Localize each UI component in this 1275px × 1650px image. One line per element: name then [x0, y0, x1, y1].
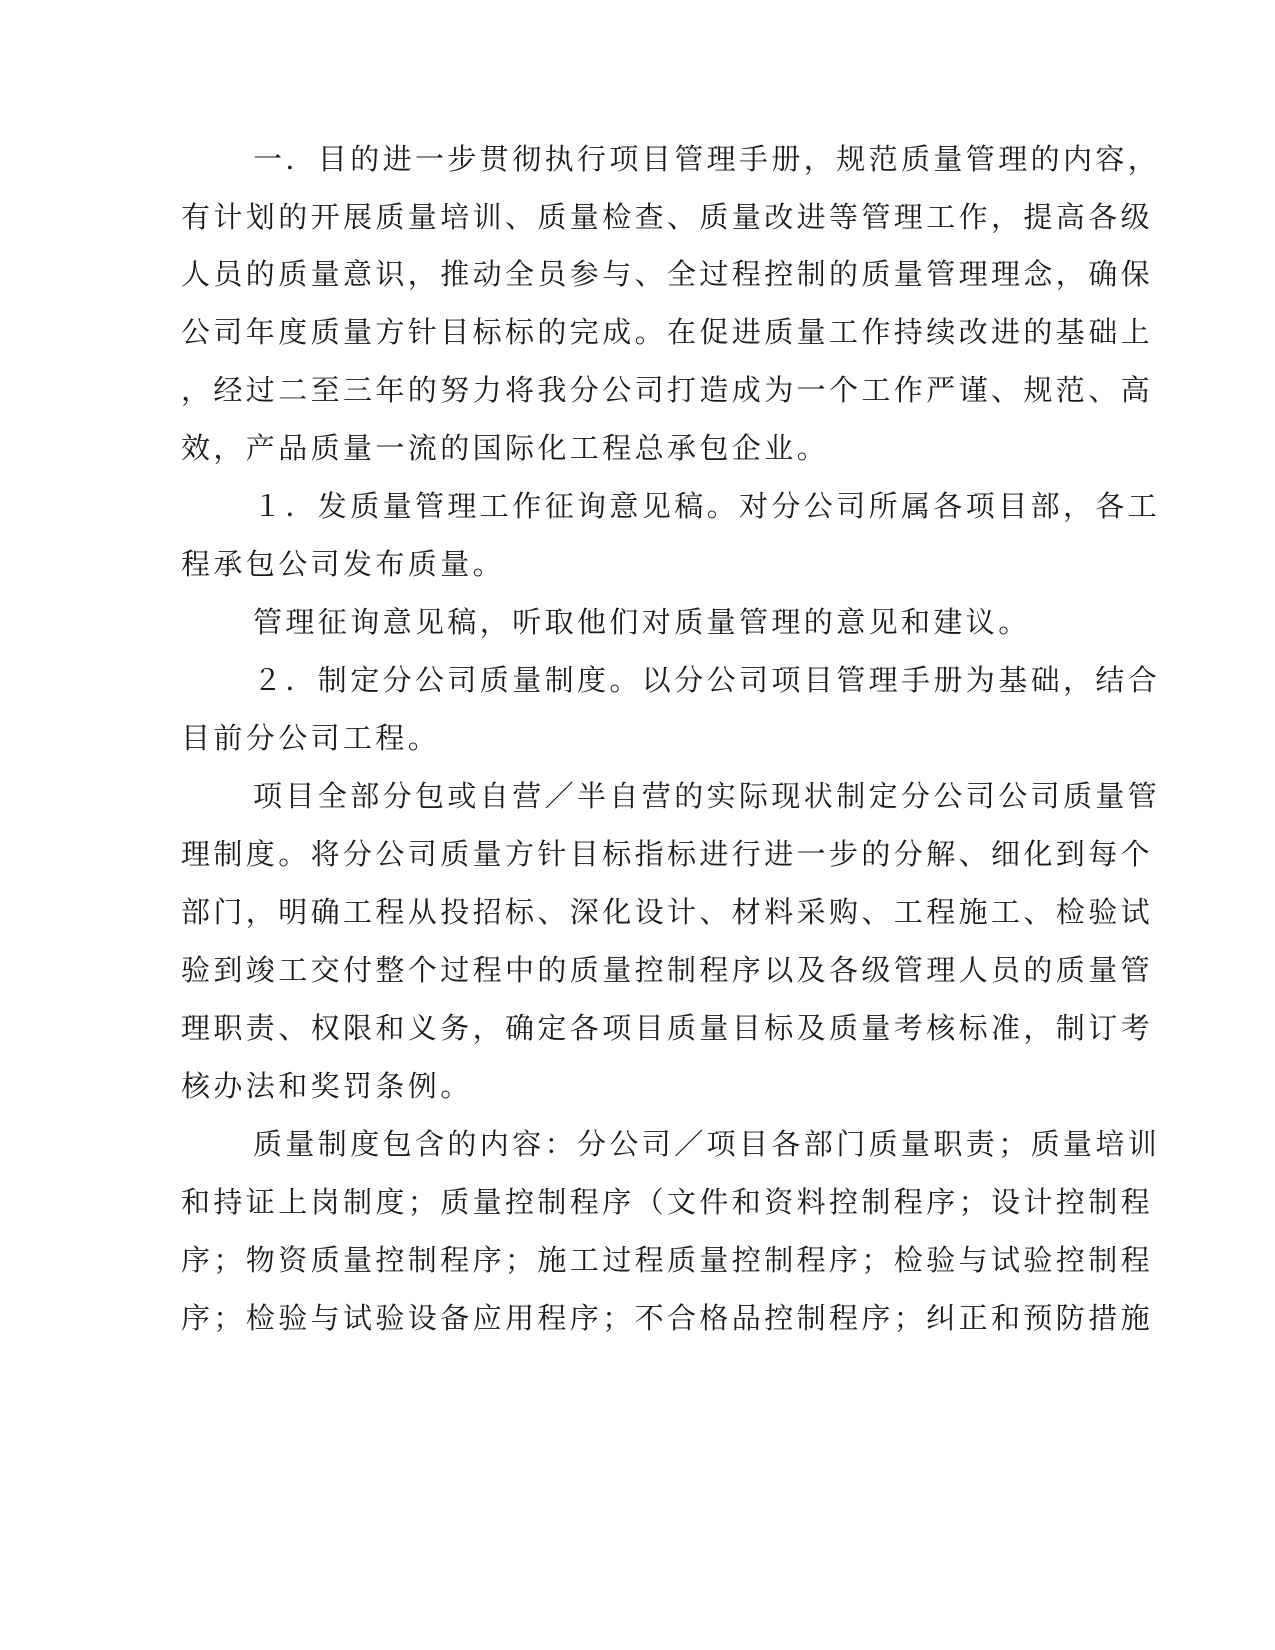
text-line: 序；物资质量控制程序；施工过程质量控制程序；检验与试验控制程 [181, 1243, 1154, 1277]
text-line: 和持证上岗制度；质量控制程序（文件和资料控制程序；设计控制程 [181, 1185, 1154, 1219]
text-line: 效，产品质量一流的国际化工程总承包企业。 [181, 431, 830, 465]
text-line: ２．制定分公司质量制度。以分公司项目管理手册为基础，结合 [253, 663, 1161, 697]
text-line: 理制度。将分公司质量方针目标指标进行进一步的分解、细化到每个 [181, 837, 1154, 871]
text-line: 项目全部分包或自营／半自营的实际现状制定分公司公司质量管 [253, 779, 1161, 813]
text-line: 质量制度包含的内容：分公司／项目各部门质量职责；质量培训 [253, 1127, 1161, 1161]
text-line: 公司年度质量方针目标标的完成。在促进质量工作持续改进的基础上 [181, 315, 1154, 349]
text-line: 部门，明确工程从投招标、深化设计、材料采购、工程施工、检验试 [181, 895, 1154, 929]
text-line: 程承包公司发布质量。 [181, 547, 506, 581]
text-line: ，经过二至三年的努力将我分公司打造成为一个工作严谨、规范、高 [181, 373, 1154, 407]
text-line: 验到竣工交付整个过程中的质量控制程序以及各级管理人员的质量管 [181, 953, 1154, 987]
text-line: 管理征询意见稿，听取他们对质量管理的意见和建议。 [253, 605, 1031, 639]
text-line: １．发质量管理工作征询意见稿。对分公司所属各项目部，各工 [253, 489, 1161, 523]
text-line: 序；检验与试验设备应用程序；不合格品控制程序；纠正和预防措施 [181, 1301, 1154, 1335]
text-line: 理职责、权限和义务，确定各项目质量目标及质量考核标准，制订考 [181, 1011, 1154, 1045]
text-line: 人员的质量意识，推动全员参与、全过程控制的质量管理理念，确保 [181, 257, 1154, 291]
text-line: 目前分公司工程。 [181, 721, 441, 755]
text-line: 有计划的开展质量培训、质量检查、质量改进等管理工作，提高各级 [181, 200, 1154, 234]
text-line: 核办法和奖罚条例。 [181, 1069, 473, 1103]
text-line: 一．目的进一步贯彻执行项目管理手册，规范质量管理的内容， [253, 142, 1161, 176]
